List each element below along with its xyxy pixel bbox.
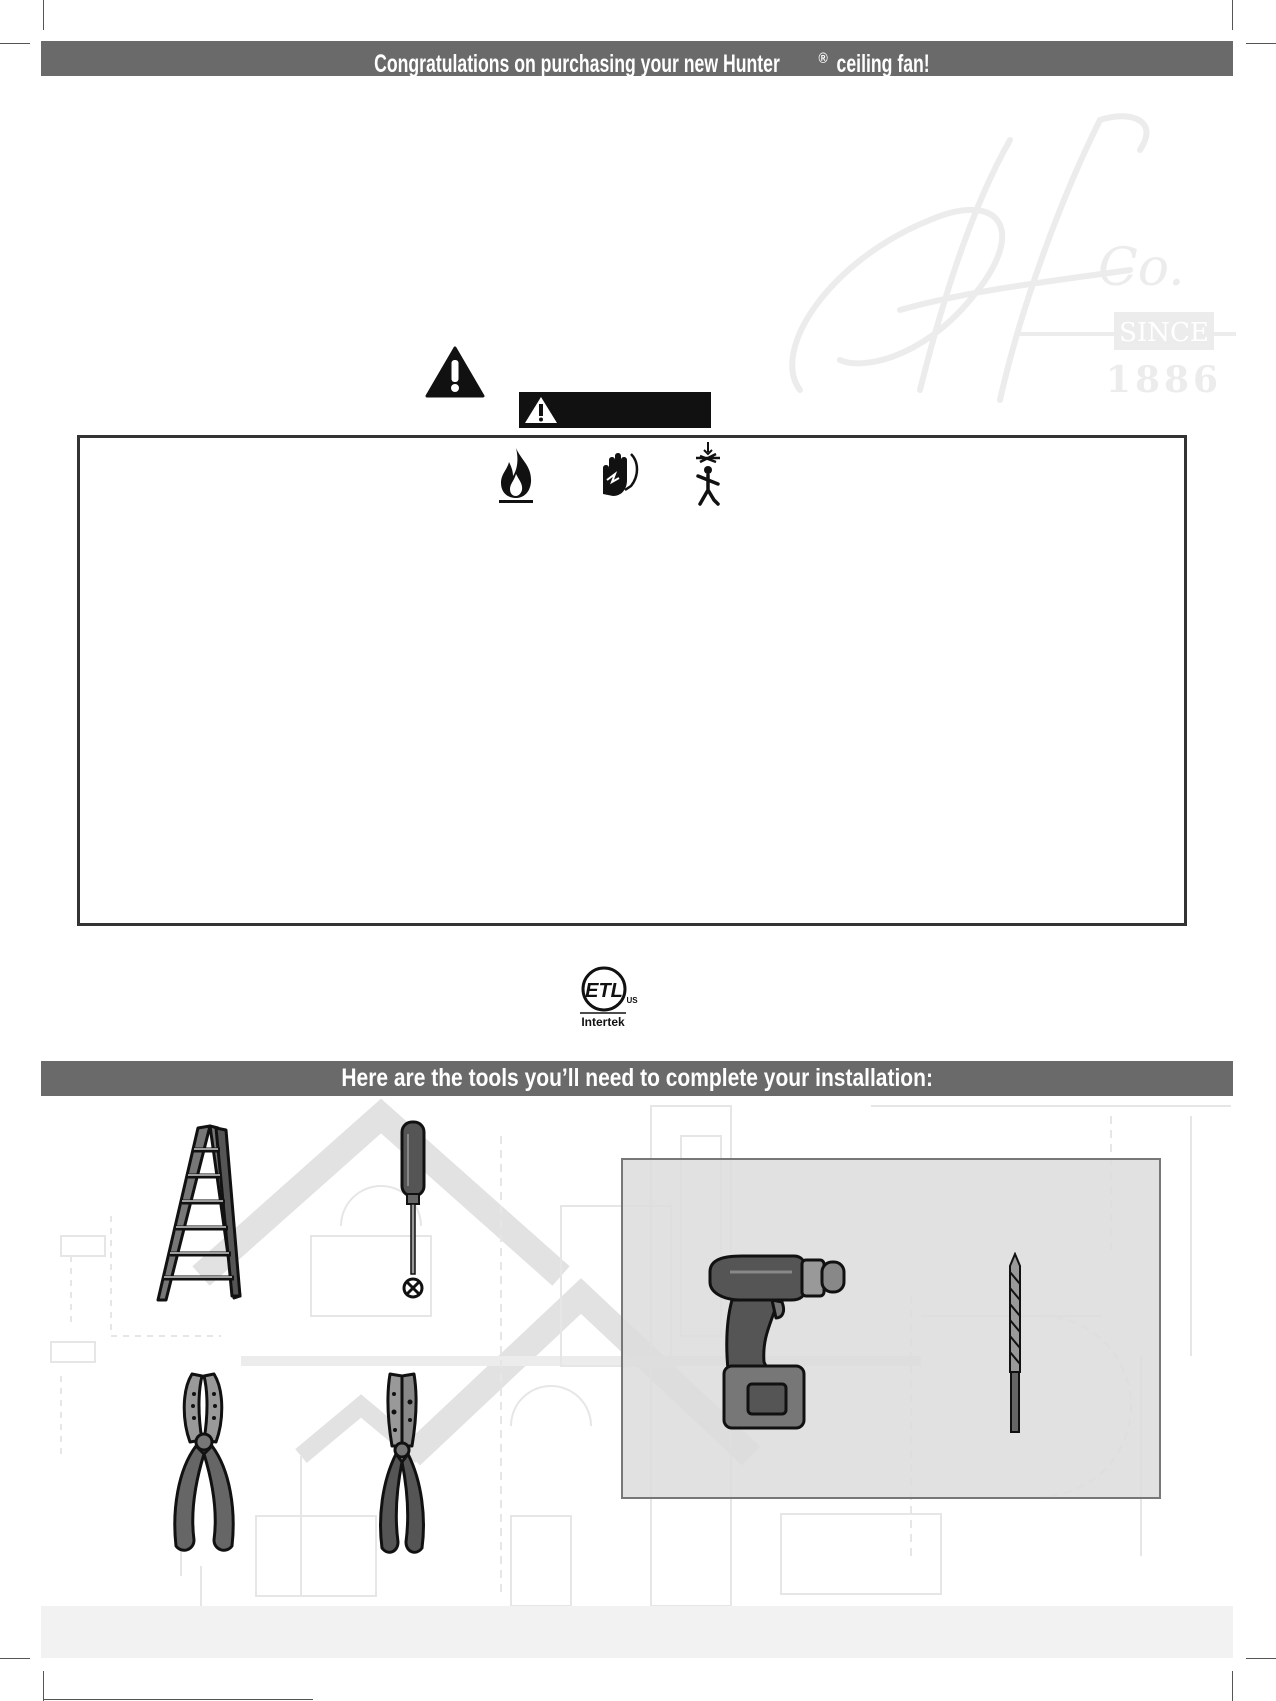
crop-mark [43,1671,44,1701]
falling-object-icon [688,442,728,506]
warning-label [519,392,711,428]
tools-banner [41,1061,1233,1096]
crop-mark [1246,1658,1276,1659]
slip-joint-pliers-icon [168,1370,240,1554]
footer-strip [41,1606,1233,1658]
watermark-monogram: Co. [1098,238,1185,298]
warning-box [77,435,1187,926]
phillips-screwdriver-icon [396,1120,430,1304]
crop-mark [1232,1671,1233,1701]
etl-region-text: US [626,996,638,1005]
fire-hazard-icon [497,446,535,504]
intertek-label: Intertek [581,1015,625,1029]
crop-mark [0,1658,30,1659]
step-ladder-icon [156,1124,242,1304]
watermark-year: 1886 [1105,359,1223,401]
alert-triangle-icon [425,346,485,398]
hunter-watermark-logo [770,110,1236,420]
etl-mark-text: ETL [585,980,623,1002]
alert-triangle-icon [523,395,559,425]
crop-mark [43,0,44,30]
watermark-since: SINCE [1119,318,1209,348]
crop-mark [0,43,30,44]
crop-mark [1246,43,1276,44]
banner-title-suffix: ceiling fan! [836,50,930,79]
drill-bit-icon [1008,1252,1022,1436]
registered-mark: ® [818,50,828,67]
welcome-banner [41,41,1233,79]
wire-stripper-pliers-icon [372,1372,432,1556]
banner-title-prefix: Congratulations on purchasing your new Hunter [374,50,780,79]
electric-shock-icon [595,446,641,500]
tools-banner-title: Here are the tools you’ll need to complete your installation: [341,1064,933,1092]
crop-mark [1232,0,1233,30]
crop-mark [43,1699,313,1700]
cordless-drill-icon [702,1252,850,1434]
